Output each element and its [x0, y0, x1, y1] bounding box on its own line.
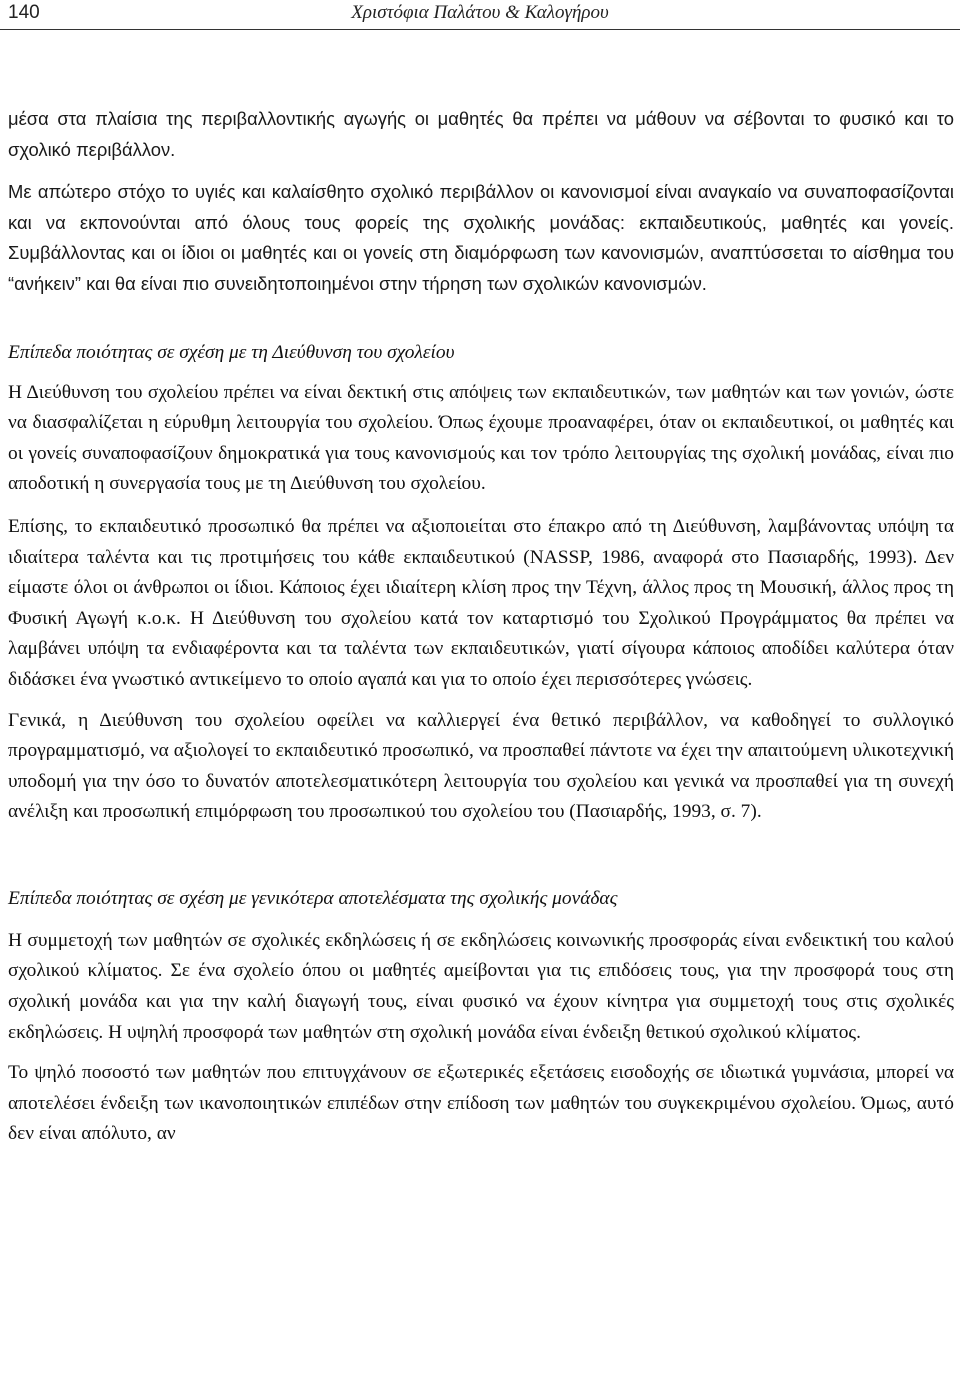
paragraph-7: Το ψηλό ποσοστό των μαθητών που επιτυγχάνουν σε εξωτερικές εξετάσεις εισοδοχής σε ιδιωτικά γυμνάσια, μπορεί να αποτελέσει ένδειξη των ικανοποιητικών επιπέδων στην επίδοση των μαθητών του συγκεκριμένου σχολείου. Όμως, αυτό δεν είναι απόλυτο, αν [8, 1062, 954, 1145]
paragraph-6: Η συμμετοχή των μαθητών σε σχολικές εκδηλώσεις ή σε εκδηλώσεις κοινωνικής προσφοράς είναι ενδεικτική του καλού σχολικού κλίματος. Σε ένα σχολείο όπου οι μαθητές αμείβονται για τις επιδόσεις τους, για την προσφορά τους στη σχολική μονάδα και για την καλή διαγωγή τους, είναι φυσικό να έχουν κίνητρα για συμμετοχή τους στις σχολικές εκδηλώσεις. Η υψηλή προσφορά των μαθητών στη σχολική μονάδα είναι ένδειξη θετικού σχολικού κλίματος. [8, 929, 954, 1043]
page-number: 140 [8, 2, 40, 23]
paragraph-1: μέσα στα πλαίσια της περιβαλλοντικής αγωγής οι μαθητές θα πρέπει να μάθουν να σέβονται το φυσικό και το σχολικό περιβάλλον. [8, 108, 954, 160]
paragraph-5: Γενικά, η Διεύθυνση του σχολείου οφείλει να καλλιεργεί ένα θετικό περιβάλλον, να καθοδηγεί το συλλογικό προγραμματισμό, να αξιολογεί το εκπαιδευτικό προσωπικό, να προσπαθεί πάντοτε να έχει την απαιτούμενη υλικοτεχνική υποδομή για την όσο το δυνατόν αποτελεσματικότερη λειτουργία του σχολείου και γενικά να προσπαθεί για τη συνεχή ανέλιξη και προσωπική επιμόρφωση του προσωπικού του σχολείου του (Πασιαρδής, 1993, σ. 7). [8, 709, 954, 823]
paragraph-4: Επίσης, το εκπαιδευτικό προσωπικό θα πρέπει να αξιοποιείται στο έπακρο από τη Διεύθυνση, λαμβάνοντας υπόψη τα ιδιαίτερα ταλέντα και τις προτιμήσεις του κάθε εκπαιδευτικού (NASSP, 1986, αναφορά στο Πασιαρδής, 1993). Δεν είμαστε όλοι οι άνθρωποι οι ίδιοι. Κάποιος έχει ιδιαίτερη κλίση προς την Τέχνη, άλλος προς τη Μουσική, άλλος προς τη Φυσική Αγωγή κ.ο.κ. Η Διεύθυνση του σχολείου κατά τον καταρτισμό του Σχολικού Προγράμματος θα πρέπει να λαμβάνει υπόψη τα ενδιαφέροντα και τα ταλέντα των εκπαιδευτικών, γιατί σίγουρα κάποιος αποδίδει καλύτερα όταν διδάσκει ένα γνωστικό αντικείμενο το οποίο αγαπά και για το οποίο έχει περισσότερες γνώσεις. [8, 515, 954, 690]
paragraph-3: Η Διεύθυνση του σχολείου πρέπει να είναι δεκτική στις απόψεις των εκπαιδευτικών, των μαθητών και των γονιών, ώστε να διασφαλίζεται η εύρυθμη λειτουργία του σχολείου. Όπως έχουμε προαναφέρει, όταν οι εκπαιδευτικοί, οι μαθητές και οι γονείς συναποφασίζουν δημοκρατικά για τους κανονισμούς και τον τρόπο λειτουργίας της σχολική μονάδας, είναι πιο αποδοτική η συνεργασία τους με τη Διεύθυνση του σχολείου. [8, 381, 954, 495]
section-heading-outcomes: Επίπεδα ποιότητας σε σχέση με γενικότερα αποτελέσματα της σχολικής μονάδας [8, 887, 618, 909]
header-rule [0, 29, 960, 30]
section-heading-principal: Επίπεδα ποιότητας σε σχέση με τη Διεύθυνση του σχολείου [8, 341, 455, 363]
page-body [8, 102, 954, 1150]
running-head: Χριστόφια Παλάτου & Καλογήρου [351, 2, 609, 23]
paragraph-2: Με απώτερο στόχο το υγιές και καλαίσθητο σχολικό περιβάλλον οι κανονισμοί είναι αναγκαίο να συναποφασίζονται και να εκπονούνται από όλους τους φορείς της σχολικής μονάδας: εκπαιδευτικούς, μαθητές και γονείς. Συμβάλλοντας και οι ίδιοι οι μαθητές και οι γονείς στη διαμόρφωση των κανονισμών, αναπτύσσεται το αίσθημα του “ανήκειν” και θα είναι πιο συνειδητοποιημένοι στην τήρηση των σχολικών κανονισμών. [8, 181, 954, 294]
page-header [0, 0, 960, 28]
